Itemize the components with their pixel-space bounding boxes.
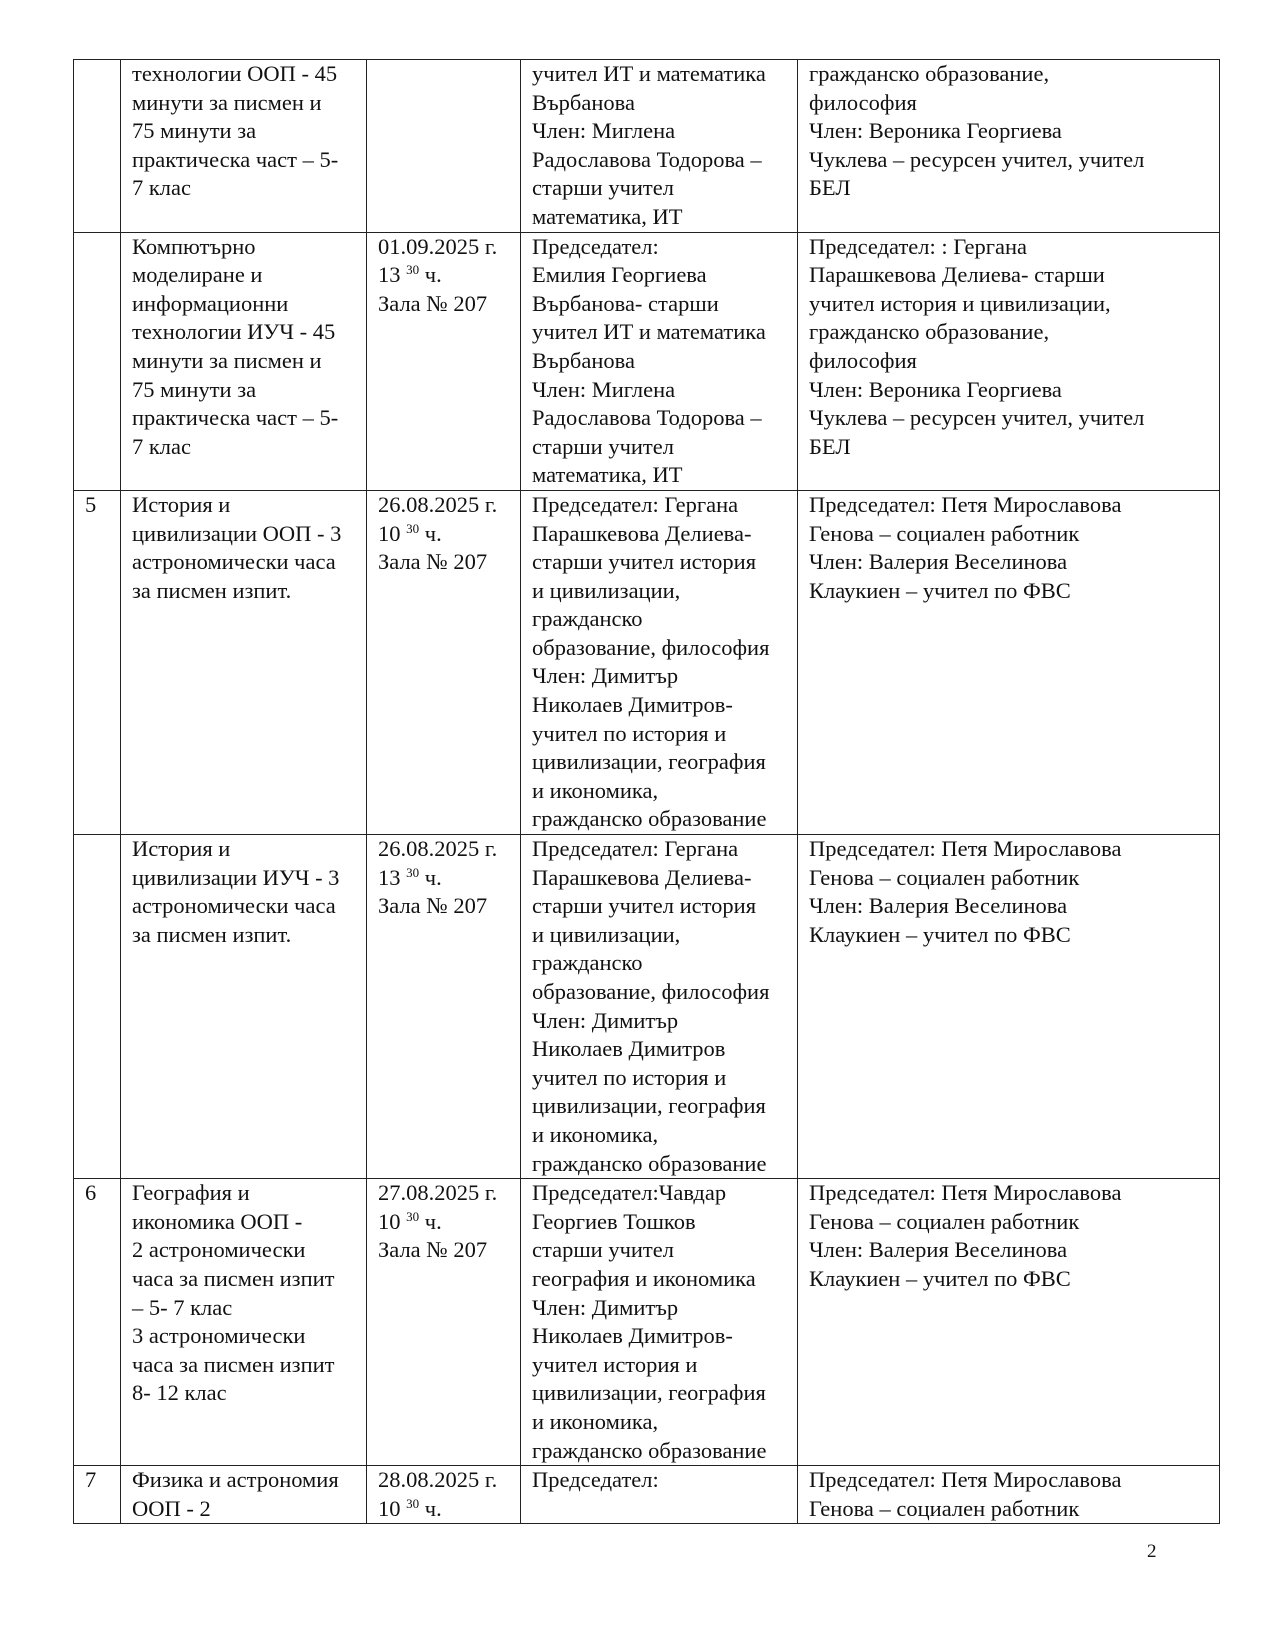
row-number-cell	[74, 232, 121, 490]
subject-cell-text: Компютърно моделиране и информационни технологии ИУЧ - 45 минути за писмен и 75 минути за практическа част – 5- 7 клас	[132, 233, 339, 459]
supervisors-cell	[798, 1179, 1220, 1466]
subject-cell	[121, 1179, 367, 1466]
time-suffix: ч.	[424, 864, 442, 890]
row-number-cell	[74, 835, 121, 1179]
date-time-cell	[367, 835, 521, 1179]
exam-date: 26.08.2025 г.	[378, 491, 498, 517]
table-row	[74, 60, 1220, 233]
time-hour: 13	[378, 864, 401, 890]
row-number-cell-text: 7	[85, 1467, 97, 1493]
exam-hall: Зала № 207	[378, 1237, 488, 1263]
exam-date: 01.09.2025 г.	[378, 233, 498, 259]
row-number-cell	[74, 1466, 121, 1524]
exam-time	[378, 520, 514, 549]
date-time-cell	[367, 1466, 521, 1524]
subject-cell	[121, 60, 367, 233]
row-number-cell	[74, 1179, 121, 1466]
exam-time	[378, 1495, 514, 1524]
commission-cell-text: учител ИТ и математика Върбанова Член: Миглена Радославова Тодорова – старши учител математика, ИТ	[532, 61, 766, 229]
supervisors-cell-text: Председател: Петя Мирославова Генова – социален работник Член: Валерия Веселинова Клаукиен – учител по ФВС	[809, 491, 1122, 603]
supervisors-cell	[798, 490, 1220, 834]
date-time-cell	[367, 232, 521, 490]
table-row	[74, 835, 1220, 1179]
date-time-cell	[367, 1179, 521, 1466]
supervisors-cell	[798, 835, 1220, 1179]
exam-hall: Зала № 207	[378, 290, 488, 316]
time-suffix: ч.	[424, 262, 442, 288]
exam-time	[378, 864, 514, 893]
subject-cell-text: География и икономика ООП - 2 астрономически часа за писмен изпит – 5- 7 клас 3 астрономически часа за писмен изпит 8- 12 клас	[132, 1180, 335, 1406]
time-minutes: 30	[406, 262, 420, 278]
time-suffix: ч.	[424, 520, 442, 546]
date-time-cell	[367, 60, 521, 233]
table-row	[74, 1466, 1220, 1524]
supervisors-cell-text: Председател: Петя Мирославова Генова – социален работник Член: Валерия Веселинова Клаукиен – учител по ФВС	[809, 836, 1122, 947]
commission-cell	[521, 490, 798, 834]
supervisors-cell	[798, 232, 1220, 490]
supervisors-cell-text: гражданско образование, философия Член: Вероника Георгиева Чуклева – ресурсен учител, учител БЕЛ	[809, 61, 1145, 201]
time-minutes: 30	[406, 1208, 420, 1224]
row-number-cell	[74, 490, 121, 834]
commission-cell-text: Председател: Гергана Парашкевова Делиева- старши учител история и цивилизации, гражданско образование, философия Член: Димитър Николаев Димитров учител по история и цивилизации, география и икономика, гражданско образование	[532, 836, 770, 1176]
subject-cell-text: Физика и астрономия ООП - 2	[132, 1467, 339, 1521]
date-time-cell	[367, 490, 521, 834]
subject-cell-text: технологии ООП - 45 минути за писмен и 75 минути за практическа част – 5- 7 клас	[132, 61, 339, 201]
supervisors-cell-text: Председател: Петя Мирославова Генова – социален работник	[809, 1467, 1122, 1521]
exam-schedule-table	[73, 59, 1220, 1524]
exam-time	[378, 261, 514, 290]
time-minutes: 30	[406, 1495, 420, 1511]
commission-cell	[521, 60, 798, 233]
time-hour: 10	[378, 1495, 401, 1521]
row-number-cell	[74, 60, 121, 233]
supervisors-cell	[798, 1466, 1220, 1524]
subject-cell	[121, 490, 367, 834]
subject-cell	[121, 835, 367, 1179]
exam-hall: Зала № 207	[378, 549, 488, 575]
supervisors-cell-text: Председател: : Гергана Парашкевова Делиева- старши учител история и цивилизации, гражданско образование, философия Член: Вероника Георгиева Чуклева – ресурсен учител, учител БЕЛ	[809, 233, 1145, 459]
exam-hall: Зала № 207	[378, 893, 488, 919]
supervisors-cell-text: Председател: Петя Мирославова Генова – социален работник Член: Валерия Веселинова Клаукиен – учител по ФВС	[809, 1180, 1122, 1291]
exam-schedule-body	[74, 60, 1220, 1524]
commission-cell-text: Председател: Емилия Георгиева Върбанова- старши учител ИТ и математика Върбанова Член: Миглена Радославова Тодорова – старши учител математика, ИТ	[532, 233, 766, 488]
exam-date: 26.08.2025 г.	[378, 836, 498, 862]
row-number-cell-text: 6	[85, 1180, 97, 1206]
time-hour: 10	[378, 1208, 401, 1234]
commission-cell-text: Председател: Гергана Парашкевова Делиева- старши учител история и цивилизации, гражданско образование, философия Член: Димитър Николаев Димитров- учител по история и цивилизации, география и икономика, гражданско образование	[532, 491, 770, 832]
exam-date: 28.08.2025 г.	[378, 1467, 498, 1493]
exam-date: 27.08.2025 г.	[378, 1180, 498, 1206]
time-hour: 10	[378, 520, 401, 546]
commission-cell	[521, 835, 798, 1179]
time-hour: 13	[378, 262, 401, 288]
subject-cell	[121, 1466, 367, 1524]
commission-cell	[521, 232, 798, 490]
commission-cell-text: Председател:Чавдар Георгиев Тошков старши учител география и икономика Член: Димитър Николаев Димитров- учител история и цивилизации, география и икономика, гражданско образование	[532, 1180, 767, 1463]
exam-time	[378, 1208, 514, 1237]
subject-cell	[121, 232, 367, 490]
time-minutes: 30	[406, 520, 420, 536]
supervisors-cell	[798, 60, 1220, 233]
subject-cell-text: История и цивилизации ИУЧ - 3 астрономически часа за писмен изпит.	[132, 836, 340, 947]
table-row	[74, 490, 1220, 834]
row-number-cell-text: 5	[85, 491, 97, 517]
page-number: 2	[1147, 1541, 1157, 1562]
subject-cell-text: История и цивилизации ООП - 3 астрономически часа за писмен изпит.	[132, 491, 342, 603]
commission-cell	[521, 1179, 798, 1466]
commission-cell	[521, 1466, 798, 1524]
time-suffix: ч.	[424, 1208, 442, 1234]
commission-cell-text: Председател:	[532, 1467, 659, 1493]
time-suffix: ч.	[424, 1495, 442, 1521]
table-row	[74, 232, 1220, 490]
time-minutes: 30	[406, 864, 420, 880]
table-row	[74, 1179, 1220, 1466]
